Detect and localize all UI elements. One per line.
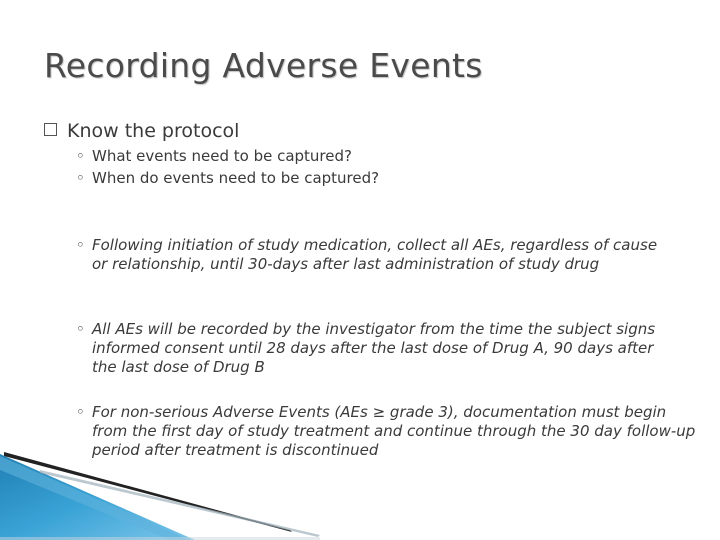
sub-bullet-when-events [76,169,676,188]
checkbox-bullet-icon [44,123,57,136]
circle-bullet-icon: ◦ [76,320,85,338]
circle-bullet-icon: ◦ [76,169,85,187]
sub-bullet-text: All AEs will be recorded by the investigator from the time the subject signs informed consent until 28 days after the last dose of Drug A, 90 days after the last dose of Drug B [92,320,656,376]
sub-bullet-what-events [76,147,676,166]
bullet-know-protocol [44,120,239,142]
bullet-text: Know the protocol [67,120,240,142]
slide-title: Recording Adverse Events [44,46,483,85]
decorative-corner-stripes [0,440,720,540]
circle-bullet-icon: ◦ [76,403,85,421]
sub-bullet-following-initiation [76,236,666,274]
sub-bullet-text: Following initiation of study medication, collect all AEs, regardless of cause or relationship, until 30-days after last administration of study drug [92,236,658,273]
circle-bullet-icon: ◦ [76,236,85,254]
sub-bullet-text: When do events need to be captured? [92,169,380,187]
sub-bullet-text: For non-serious Adverse Events (AEs ≥ grade 3), documentation must begin from the first day of study treatment and continue through the 30 day follow-up period after treatment is discontinued [92,403,696,459]
sub-bullet-all-aes-recorded [76,320,666,377]
circle-bullet-icon: ◦ [76,147,85,165]
sub-bullet-text: What events need to be captured? [92,147,352,165]
